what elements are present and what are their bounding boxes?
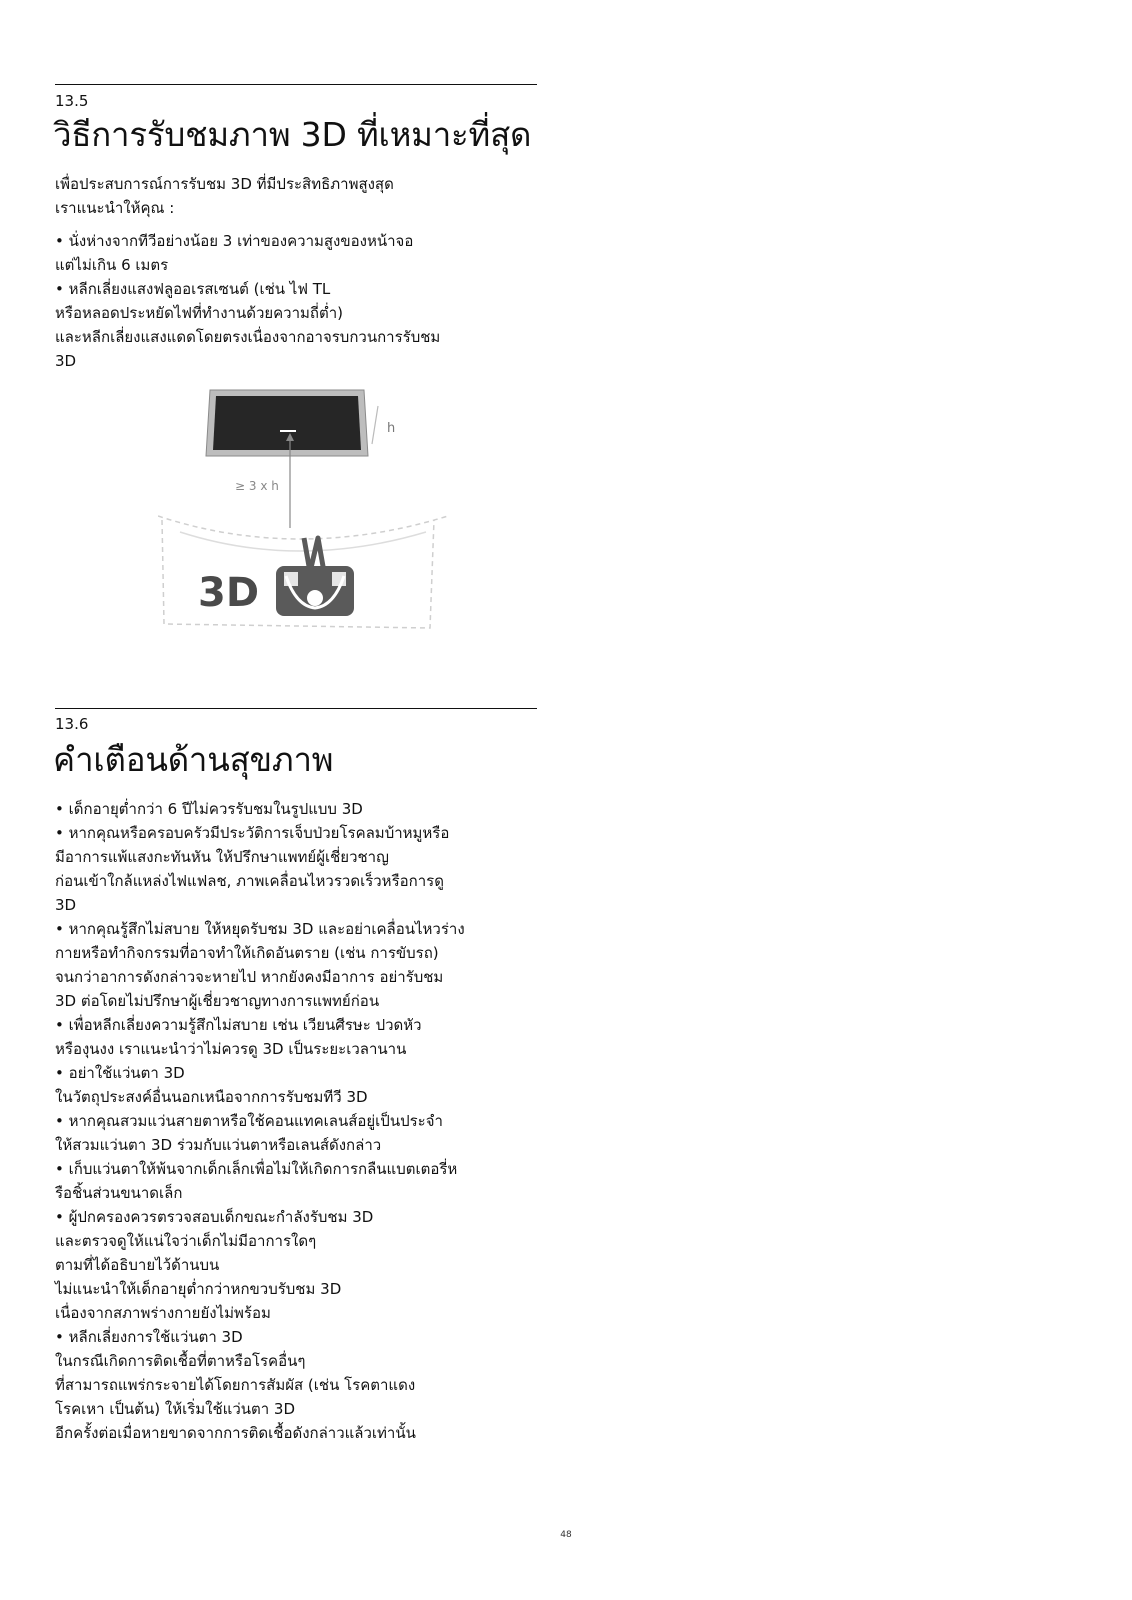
text-line: ในกรณีเกิดการติดเชื้อที่ตาหรือโรคอื่นๆ [55,1352,306,1370]
text-line: • เด็กอายุต่ำกว่า 6 ปีไม่ควรรับชมในรูปแบบ 3D [55,800,363,818]
section-intro [55,172,535,373]
text-line: • หากคุณรู้สึกไม่สบาย ให้หยุดรับชม 3D และอย่าเคลื่อนไหวร่าง [55,920,465,938]
section-title: วิธีการรับชมภาพ 3D ที่เหมาะที่สุด [53,115,532,154]
text-line: ก่อนเข้าใกล้แหล่งไฟแฟลช, ภาพเคลื่อนไหวรวดเร็วหรือการดู [55,872,444,890]
3d-logo-text: 3D [198,570,260,616]
text-line: มีอาการแพ้แสงกะทันหัน ให้ปรึกษาแพทย์ผู้เชี่ยวชาญ [55,848,389,866]
seating-area-outline [158,516,448,539]
text-line: หรืองุนงง เราแนะนำว่าไม่ควรดู 3D เป็นระยะเวลานาน [55,1040,407,1058]
tv-screen [213,396,361,450]
text-line: ในวัตถุประสงค์อื่นนอกเหนือจากการรับชมทีวี 3D [55,1088,368,1106]
section-number: 13.5 [55,92,89,110]
text-line: ให้สวมแว่นตา 3D ร่วมกับแว่นตาหรือเลนส์ดังกล่าว [55,1136,382,1154]
height-label: h [387,421,396,436]
distance-label: ≥ 3 x h [235,479,279,493]
text-line: • เพื่อหลีกเลี่ยงความรู้สึกไม่สบาย เช่น เวียนศีรษะ ปวดหัว [55,1016,422,1034]
page-number: 48 [560,1530,572,1540]
text-line: • หากคุณหรือครอบครัวมีประวัติการเจ็บป่วยโรคลมบ้าหมูหรือ [55,824,450,842]
bullet-line: 3D [55,352,77,370]
bullet-line: หรือหลอดประหยัดไฟที่ทำงานด้วยความถี่ต่ำ) [55,304,344,322]
bullet-line: และหลีกเลี่ยงแสงแดดโดยตรงเนื่องจากอาจรบกวนการรับชม [55,328,441,346]
text-line: • หากคุณสวมแว่นสายตาหรือใช้คอนแทคเลนส์อยู่เป็นประจำ [55,1112,443,1130]
text-line: • เก็บแว่นตาให้พ้นจากเด็กเล็กเพื่อไม่ให้เกิดการกลืนแบตเตอรี่ห [55,1160,458,1178]
text-line: • หลีกเลี่ยงการใช้แว่นตา 3D [55,1328,243,1346]
text-line: จนกว่าอาการดังกล่าวจะหายไป หากยังคงมีอาการ อย่ารับชม [55,968,444,986]
bullet-line: • หลีกเลี่ยงแสงฟลูออเรสเซนต์ (เช่น ไฟ TL [55,280,331,298]
text-line: ไม่แนะนำให้เด็กอายุต่ำกว่าหกขวบรับชม 3D [55,1280,342,1298]
text-line: 3D ต่อโดยไม่ปรึกษาผู้เชี่ยวชาญทางการแพทย์ก่อน [55,992,380,1010]
text-line: รือชิ้นส่วนขนาดเล็ก [55,1184,183,1202]
health-warning-list [55,797,535,1445]
text-line: 3D [55,896,77,914]
height-indicator [372,406,378,444]
section-divider-13-5 [55,84,537,85]
text-line: และตรวจดูให้แน่ใจว่าเด็กไม่มีอาการใดๆ [55,1232,317,1250]
text-line: อีกครั้งต่อเมื่อหายขาดจากการติดเชื้อดังกล่าวแล้วเท่านั้น [55,1424,416,1442]
section-number: 13.6 [55,715,89,733]
text-line: โรคเหา เป็นต้น) ให้เริ่มใช้แว่นตา 3D [55,1400,296,1418]
text-line: กายหรือทำกิจกรรมที่อาจทำให้เกิดอันตราย (เช่น การขับรถ) [55,944,439,962]
bullet-line: แต่ไม่เกิน 6 เมตร [55,256,169,274]
text-line: ที่สามารถแพร่กระจายได้โดยการสัมผัส (เช่น โรคตาแดง [55,1376,416,1394]
text-line: • อย่าใช้แว่นตา 3D [55,1064,185,1082]
section-divider-13-6 [55,708,537,709]
text-line: เนื่องจากสภาพร่างกายยังไม่พร้อม [55,1304,271,1322]
illustration-svg [158,388,454,650]
section-title: คำเตือนด้านสุขภาพ [53,740,334,779]
text-line: เพื่อประสบการณ์การรับชม 3D ที่มีประสิทธิภาพสูงสุด [55,175,394,193]
viewer-icon [276,538,354,616]
text-line: • ผู้ปกครองควรตรวจสอบเด็กขณะกำลังรับชม 3D [55,1208,374,1226]
text-line: เราแนะนำให้คุณ : [55,199,175,217]
viewing-distance-illustration [158,388,454,650]
text-line: ตามที่ได้อธิบายไว้ด้านบน [55,1256,220,1274]
bullet-line: • นั่งห่างจากทีวีอย่างน้อย 3 เท่าของความสูงของหน้าจอ [55,232,414,250]
